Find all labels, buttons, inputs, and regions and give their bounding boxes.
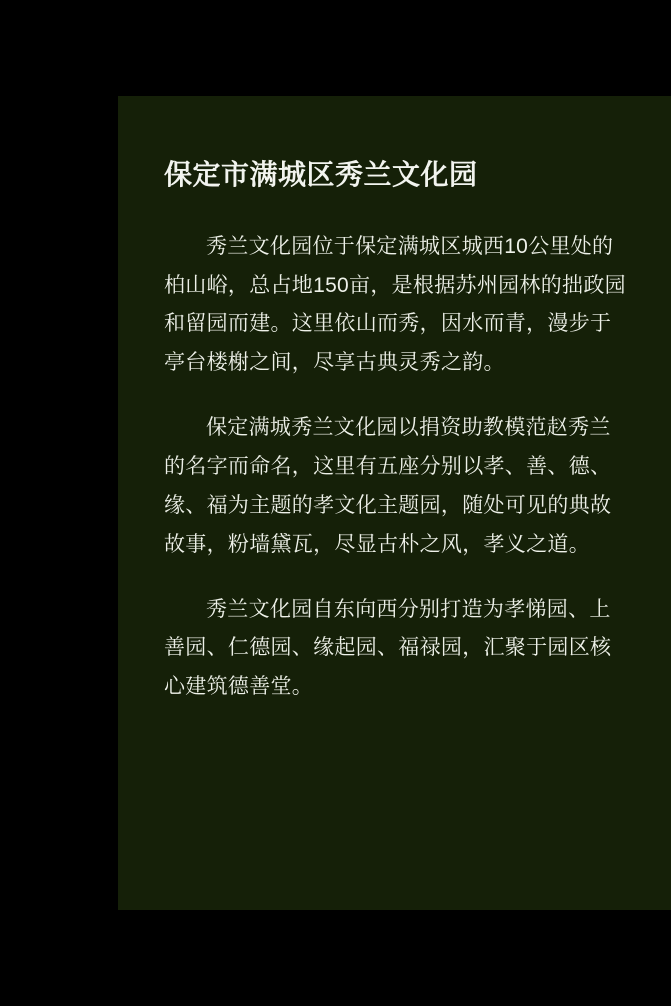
paragraph-3: 秀兰文化园自东向西分别打造为孝悌园、上善园、仁德园、缘起园、福禄园，汇聚于园区核心建筑德善堂。: [164, 597, 612, 699]
page-title: 保定市满城区秀兰文化园: [164, 159, 478, 190]
content-card: [118, 96, 671, 910]
paragraph-2: 保定满城秀兰文化园以捐资助教模范赵秀兰的名字而命名，这里有五座分别以孝、善、德、缘、福为主题的孝文化主题园，随处可见的典故故事，粉墙黛瓦，尽显古朴之风，孝义之道。: [164, 416, 612, 556]
paragraph-1: 秀兰文化园位于保定满城区城西10公里处的柏山峪，总占地150亩，是根据苏州园林的拙政园和留园而建。这里依山而秀，因水而青，漫步于亭台楼榭之间，尽享古典灵秀之韵。: [164, 234, 626, 375]
